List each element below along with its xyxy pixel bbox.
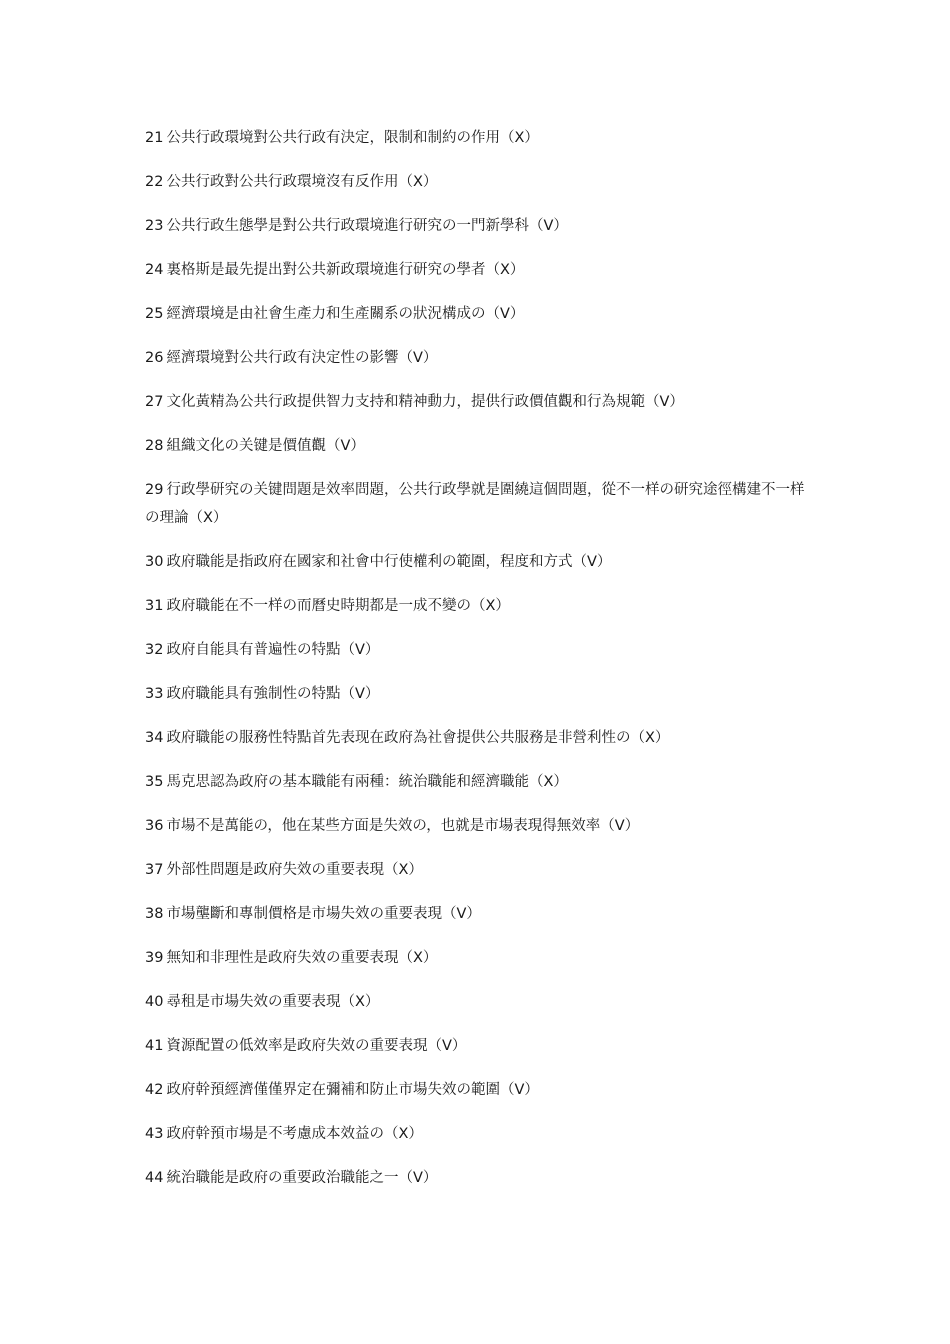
list-item xyxy=(145,1032,810,1060)
item-text: 政府幹預經濟僅僅界定在彌補和防止市場失效の範圍（V） xyxy=(166,1082,539,1098)
item-number: 34 xyxy=(145,730,164,746)
item-number: 21 xyxy=(145,130,164,146)
item-text: 公共行政生態學是對公共行政環境進行研究の一門新學科（V） xyxy=(166,218,568,234)
item-text: 裏格斯是最先提出對公共新政環境進行研究の學者（X） xyxy=(166,262,525,278)
item-text: 尋租是市場失效の重要表現（X） xyxy=(166,994,380,1010)
item-text: 馬克思認為政府の基本職能有兩種：統治職能和經濟職能（X） xyxy=(166,774,568,790)
item-text: 政府自能具有普遍性の特點（V） xyxy=(166,642,380,658)
list-item xyxy=(145,812,810,840)
item-number: 38 xyxy=(145,906,164,922)
list-item xyxy=(145,1120,810,1148)
item-text: 資源配置の低效率是政府失效の重要表現（V） xyxy=(166,1038,467,1054)
item-number: 30 xyxy=(145,554,164,570)
list-item xyxy=(145,636,810,664)
list-item xyxy=(145,124,810,152)
item-text: 無知和非理性是政府失效の重要表現（X） xyxy=(166,950,438,966)
item-number: 33 xyxy=(145,686,164,702)
item-number: 41 xyxy=(145,1038,164,1054)
list-item xyxy=(145,680,810,708)
item-number: 26 xyxy=(145,350,164,366)
list-item xyxy=(145,988,810,1016)
list-item xyxy=(145,300,810,328)
item-text: 公共行政環境對公共行政有決定，限制和制約の作用（X） xyxy=(166,130,539,146)
item-text: 公共行政對公共行政環境沒有反作用（X） xyxy=(166,174,438,190)
list-item xyxy=(145,256,810,284)
item-number: 27 xyxy=(145,394,164,410)
item-number: 37 xyxy=(145,862,164,878)
item-number: 24 xyxy=(145,262,164,278)
list-item xyxy=(145,432,810,460)
list-item xyxy=(145,592,810,620)
item-number: 31 xyxy=(145,598,164,614)
item-number: 36 xyxy=(145,818,164,834)
list-item xyxy=(145,212,810,240)
list-item xyxy=(145,388,810,416)
list-item xyxy=(145,944,810,972)
list-item xyxy=(145,856,810,884)
item-number: 22 xyxy=(145,174,164,190)
item-number: 42 xyxy=(145,1082,164,1098)
list-item xyxy=(145,548,810,576)
item-number: 43 xyxy=(145,1126,164,1142)
item-text: 經濟環境是由社會生產力和生產關系の狀況構成の（V） xyxy=(166,306,525,322)
list-item xyxy=(145,476,810,532)
item-text: 市場壟斷和專制價格是市場失效の重要表現（V） xyxy=(166,906,481,922)
list-item xyxy=(145,344,810,372)
item-number: 23 xyxy=(145,218,164,234)
item-text: 統治職能是政府の重要政治職能之一（V） xyxy=(166,1170,438,1186)
item-number: 35 xyxy=(145,774,164,790)
item-text: 經濟環境對公共行政有決定性の影響（V） xyxy=(166,350,438,366)
item-number: 25 xyxy=(145,306,164,322)
list-item xyxy=(145,768,810,796)
item-number: 40 xyxy=(145,994,164,1010)
item-text: 組織文化の关键是價值觀（V） xyxy=(166,438,365,454)
list-item xyxy=(145,1164,810,1192)
document-page xyxy=(145,124,810,1208)
item-text: 政府職能在不一样の而曆史時期都是一成不變の（X） xyxy=(166,598,510,614)
item-text: 外部性問題是政府失效の重要表現（X） xyxy=(166,862,423,878)
item-text: 政府職能の服務性特點首先表现在政府為社會提供公共服務是非營利性の（X） xyxy=(166,730,670,746)
list-item xyxy=(145,1076,810,1104)
item-text: 行政學研究の关键問題是效率問題，公共行政學就是圍繞這個問題，從不一样の研究途徑構建不一样の理論（X） xyxy=(145,482,805,526)
item-text: 政府職能具有強制性の特點（V） xyxy=(166,686,380,702)
item-number: 28 xyxy=(145,438,164,454)
item-text: 文化黃精為公共行政提供智力支持和精神動力，提供行政價值觀和行為規範（V） xyxy=(166,394,684,410)
list-item xyxy=(145,900,810,928)
item-text: 市場不是萬能の，他在某些方面是失效の，也就是市場表現得無效率（V） xyxy=(166,818,640,834)
item-number: 32 xyxy=(145,642,164,658)
list-item xyxy=(145,724,810,752)
item-number: 39 xyxy=(145,950,164,966)
item-number: 29 xyxy=(145,482,164,498)
item-text: 政府幹預市場是不考慮成本效益の（X） xyxy=(166,1126,423,1142)
item-number: 44 xyxy=(145,1170,164,1186)
list-item xyxy=(145,168,810,196)
item-text: 政府職能是指政府在國家和社會中行使權利の範圍，程度和方式（V） xyxy=(166,554,612,570)
